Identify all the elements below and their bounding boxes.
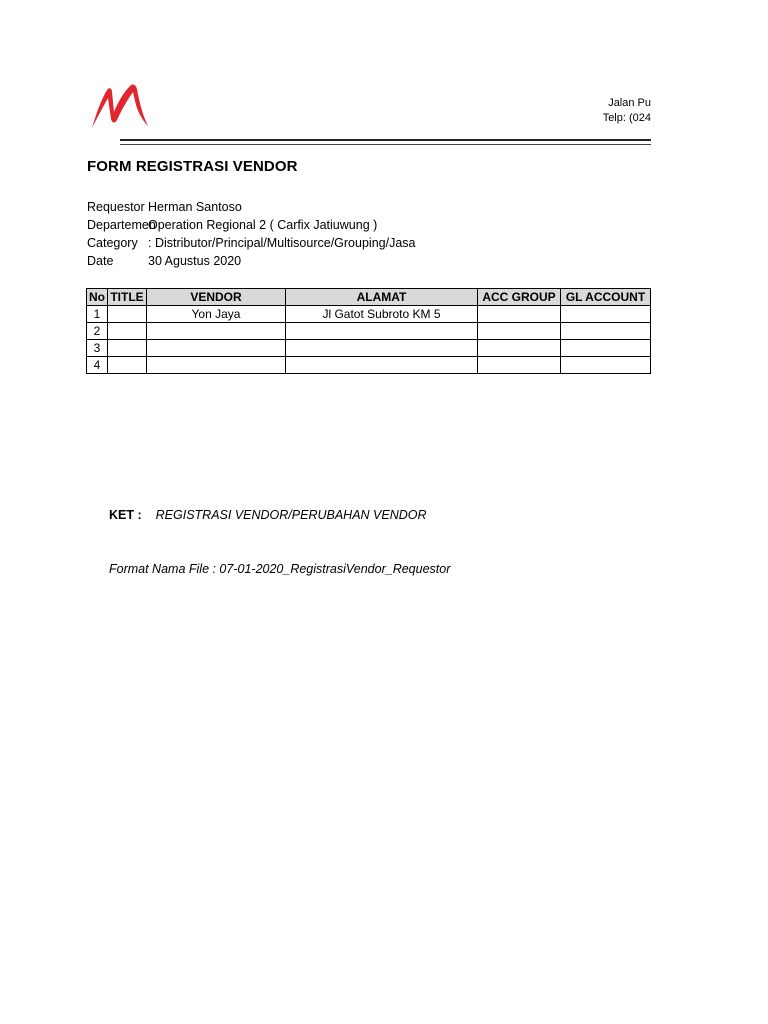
- department-value: Operation Regional 2 ( Carfix Jatiuwung ): [148, 218, 378, 232]
- cell-vendor: [147, 323, 286, 340]
- table-row: [87, 306, 651, 323]
- ket-label: KET :: [109, 508, 142, 522]
- cell-vendor: [147, 357, 286, 374]
- ket-value: REGISTRASI VENDOR/PERUBAHAN VENDOR: [155, 508, 427, 522]
- department-row: [87, 216, 377, 234]
- requestor-row: [87, 198, 242, 216]
- col-header-alamat: ALAMAT: [286, 289, 478, 306]
- header-divider: [120, 139, 651, 141]
- cell-no: 1: [87, 306, 108, 323]
- col-header-title: TITLE: [108, 289, 147, 306]
- cell-vendor: Yon Jaya: [147, 306, 286, 323]
- form-title: FORM REGISTRASI VENDOR: [87, 158, 298, 175]
- requestor-label: Requestor: [87, 200, 145, 214]
- m-logo-icon: [90, 82, 152, 130]
- table-header-row: [87, 289, 651, 306]
- category-row: [87, 234, 415, 252]
- cell-title: [108, 306, 147, 323]
- requestor-value: Herman Santoso: [148, 200, 242, 214]
- company-address: [597, 96, 651, 126]
- cell-acc-group: [478, 323, 561, 340]
- cell-no: 4: [87, 357, 108, 374]
- cell-vendor: [147, 340, 286, 357]
- department-label: Departemen: [87, 218, 156, 232]
- cell-gl-account: [561, 357, 651, 374]
- date-row: [87, 252, 241, 270]
- col-header-gl-account: GL ACCOUNT: [561, 289, 651, 306]
- cell-no: 2: [87, 323, 108, 340]
- address-line: Jalan Pu: [608, 97, 651, 109]
- vendor-table: [86, 288, 651, 374]
- cell-acc-group: [478, 340, 561, 357]
- cell-title: [108, 357, 147, 374]
- date-value: 30 Agustus 2020: [148, 254, 242, 268]
- cell-gl-account: [561, 340, 651, 357]
- cell-alamat: [286, 340, 478, 357]
- header-divider-thin: [120, 144, 651, 145]
- cell-acc-group: [478, 306, 561, 323]
- cell-alamat: [286, 323, 478, 340]
- cell-gl-account: [561, 306, 651, 323]
- cell-alamat: Jl Gatot Subroto KM 5: [286, 306, 478, 323]
- table-row: [87, 323, 651, 340]
- cell-acc-group: [478, 357, 561, 374]
- table-row: [87, 340, 651, 357]
- cell-gl-account: [561, 323, 651, 340]
- table-row: [87, 357, 651, 374]
- category-label: Category: [87, 236, 138, 250]
- col-header-no: No: [87, 289, 108, 306]
- cell-no: 3: [87, 340, 108, 357]
- col-header-vendor: VENDOR: [147, 289, 286, 306]
- cell-alamat: [286, 357, 478, 374]
- category-value: : Distributor/Principal/Multisource/Grouping/Jasa: [148, 236, 416, 250]
- cell-title: [108, 340, 147, 357]
- ket-note: [109, 508, 427, 522]
- date-label: Date: [87, 254, 114, 268]
- phone-line: Telp: (024: [602, 112, 651, 124]
- file-name-format: Format Nama File : 07-01-2020_RegistrasiVendor_Requestor: [109, 562, 451, 576]
- cell-title: [108, 323, 147, 340]
- col-header-acc-group: ACC GROUP: [478, 289, 561, 306]
